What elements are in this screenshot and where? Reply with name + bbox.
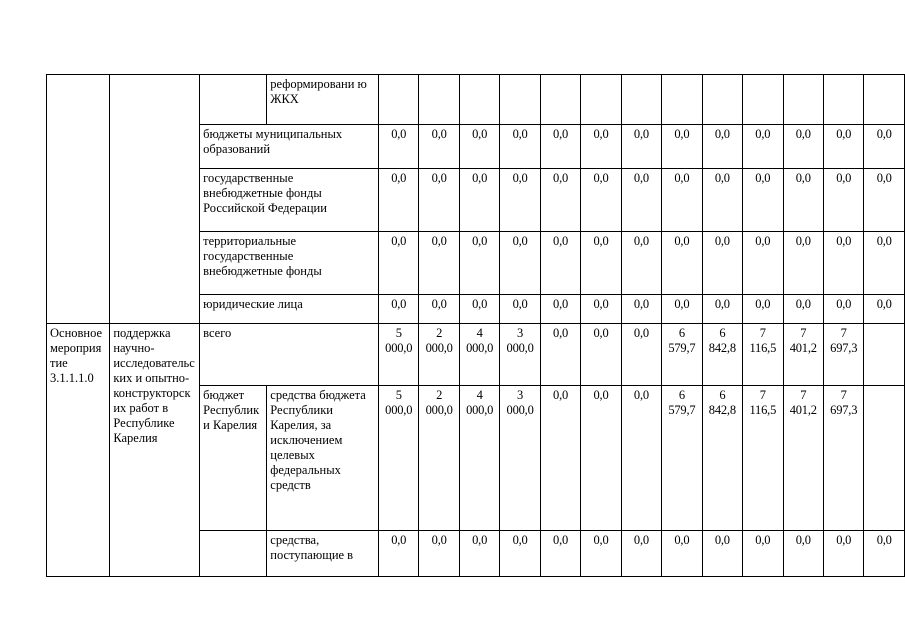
value-cell: 6 842,8 (702, 324, 742, 386)
value-cell: 0,0 (581, 232, 621, 295)
value-cell: 0,0 (743, 125, 783, 169)
value-cell: 0,0 (379, 169, 419, 232)
value-cell: 0,0 (459, 125, 499, 169)
value-cell: 0,0 (662, 295, 702, 324)
value-cell: 0,0 (662, 232, 702, 295)
value-cell: 0,0 (702, 531, 742, 577)
table-row (47, 75, 905, 125)
value-cell: 0,0 (864, 232, 905, 295)
value-cell (540, 75, 580, 125)
value-cell: 0,0 (864, 125, 905, 169)
value-cell: 7 116,5 (743, 386, 783, 531)
value-cell: 2 000,0 (419, 386, 459, 531)
value-cell: 0,0 (419, 169, 459, 232)
value-cell: 0,0 (743, 295, 783, 324)
group-cell-empty (200, 75, 267, 125)
value-cell: 2 000,0 (419, 324, 459, 386)
value-cell: 0,0 (540, 125, 580, 169)
value-cell: 0,0 (823, 232, 863, 295)
value-cell: 0,0 (459, 531, 499, 577)
value-cell: 0,0 (621, 232, 661, 295)
value-cell: 0,0 (662, 169, 702, 232)
value-cell: 0,0 (581, 386, 621, 531)
value-cell: 0,0 (823, 295, 863, 324)
value-cell: 0,0 (621, 295, 661, 324)
value-cell: 0,0 (621, 386, 661, 531)
value-cell: 0,0 (581, 324, 621, 386)
group-cell-empty (200, 531, 267, 577)
value-cell (864, 386, 905, 531)
value-cell: 7 116,5 (743, 324, 783, 386)
value-cell: 0,0 (783, 125, 823, 169)
source-label: средства, поступающие в (267, 531, 379, 577)
value-cell: 0,0 (783, 169, 823, 232)
value-cell: 0,0 (379, 232, 419, 295)
value-cell: 0,0 (702, 295, 742, 324)
budget-group-label: бюджет Республики Карелия (200, 386, 267, 531)
value-cell: 0,0 (702, 125, 742, 169)
value-cell: 5 000,0 (379, 324, 419, 386)
value-cell: 0,0 (783, 295, 823, 324)
value-cell: 0,0 (743, 169, 783, 232)
source-label: бюджеты муниципальных образований (200, 125, 379, 169)
table-row (47, 324, 905, 386)
value-cell: 0,0 (540, 531, 580, 577)
value-cell: 6 579,7 (662, 324, 702, 386)
value-cell (864, 75, 905, 125)
code-cell-empty (47, 75, 110, 324)
value-cell: 0,0 (581, 125, 621, 169)
measure-code: Основное мероприятие 3.1.1.1.0 (47, 324, 110, 577)
value-cell: 5 000,0 (379, 386, 419, 531)
value-cell (823, 75, 863, 125)
source-label: реформировани ю ЖКХ (267, 75, 379, 125)
value-cell (459, 75, 499, 125)
value-cell: 0,0 (500, 295, 540, 324)
value-cell (783, 75, 823, 125)
value-cell (581, 75, 621, 125)
value-cell: 0,0 (500, 232, 540, 295)
value-cell: 0,0 (702, 169, 742, 232)
value-cell: 0,0 (419, 232, 459, 295)
value-cell: 7 697,3 (823, 324, 863, 386)
value-cell: 0,0 (581, 531, 621, 577)
measure-name: поддержка научно-исследовательских и опытно-конструкторских работ в Республике Карелия (110, 324, 200, 577)
value-cell: 0,0 (540, 295, 580, 324)
source-label: государственные внебюджетные фонды Российской Федерации (200, 169, 379, 232)
value-cell: 0,0 (459, 232, 499, 295)
value-cell: 0,0 (662, 125, 702, 169)
value-cell: 0,0 (621, 531, 661, 577)
value-cell: 0,0 (581, 295, 621, 324)
value-cell: 0,0 (540, 386, 580, 531)
value-cell: 0,0 (783, 232, 823, 295)
value-cell: 0,0 (540, 169, 580, 232)
value-cell: 0,0 (621, 324, 661, 386)
value-cell: 0,0 (823, 531, 863, 577)
value-cell (864, 324, 905, 386)
value-cell: 0,0 (581, 169, 621, 232)
value-cell: 0,0 (419, 531, 459, 577)
value-cell: 4 000,0 (459, 386, 499, 531)
value-cell (662, 75, 702, 125)
value-cell: 0,0 (500, 169, 540, 232)
value-cell: 0,0 (540, 232, 580, 295)
value-cell: 0,0 (500, 531, 540, 577)
value-cell: 0,0 (783, 531, 823, 577)
value-cell: 0,0 (621, 125, 661, 169)
value-cell: 0,0 (864, 295, 905, 324)
value-cell: 6 579,7 (662, 386, 702, 531)
value-cell: 0,0 (823, 125, 863, 169)
value-cell: 0,0 (500, 125, 540, 169)
value-cell: 4 000,0 (459, 324, 499, 386)
value-cell: 0,0 (459, 295, 499, 324)
value-cell: 0,0 (379, 531, 419, 577)
value-cell: 0,0 (702, 232, 742, 295)
value-cell: 6 842,8 (702, 386, 742, 531)
value-cell: 0,0 (540, 324, 580, 386)
source-label: территориальные государственные внебюджетные фонды (200, 232, 379, 295)
budget-table (46, 74, 905, 577)
value-cell: 3 000,0 (500, 324, 540, 386)
source-label: всего (200, 324, 379, 386)
value-cell: 0,0 (743, 232, 783, 295)
value-cell: 0,0 (379, 295, 419, 324)
value-cell: 0,0 (864, 531, 905, 577)
value-cell: 7 401,2 (783, 324, 823, 386)
value-cell: 0,0 (662, 531, 702, 577)
source-label: юридические лица (200, 295, 379, 324)
value-cell (702, 75, 742, 125)
value-cell: 0,0 (379, 125, 419, 169)
value-cell: 7 401,2 (783, 386, 823, 531)
value-cell (743, 75, 783, 125)
source-label: средства бюджета Республики Карелия, за исключением целевых федеральных средств (267, 386, 379, 531)
value-cell (419, 75, 459, 125)
value-cell: 3 000,0 (500, 386, 540, 531)
value-cell: 0,0 (864, 169, 905, 232)
value-cell (621, 75, 661, 125)
value-cell: 0,0 (823, 169, 863, 232)
value-cell: 0,0 (459, 169, 499, 232)
value-cell (500, 75, 540, 125)
value-cell (379, 75, 419, 125)
name-cell-empty (110, 75, 200, 324)
value-cell: 0,0 (419, 125, 459, 169)
value-cell: 0,0 (419, 295, 459, 324)
value-cell: 0,0 (743, 531, 783, 577)
value-cell: 7 697,3 (823, 386, 863, 531)
value-cell: 0,0 (621, 169, 661, 232)
